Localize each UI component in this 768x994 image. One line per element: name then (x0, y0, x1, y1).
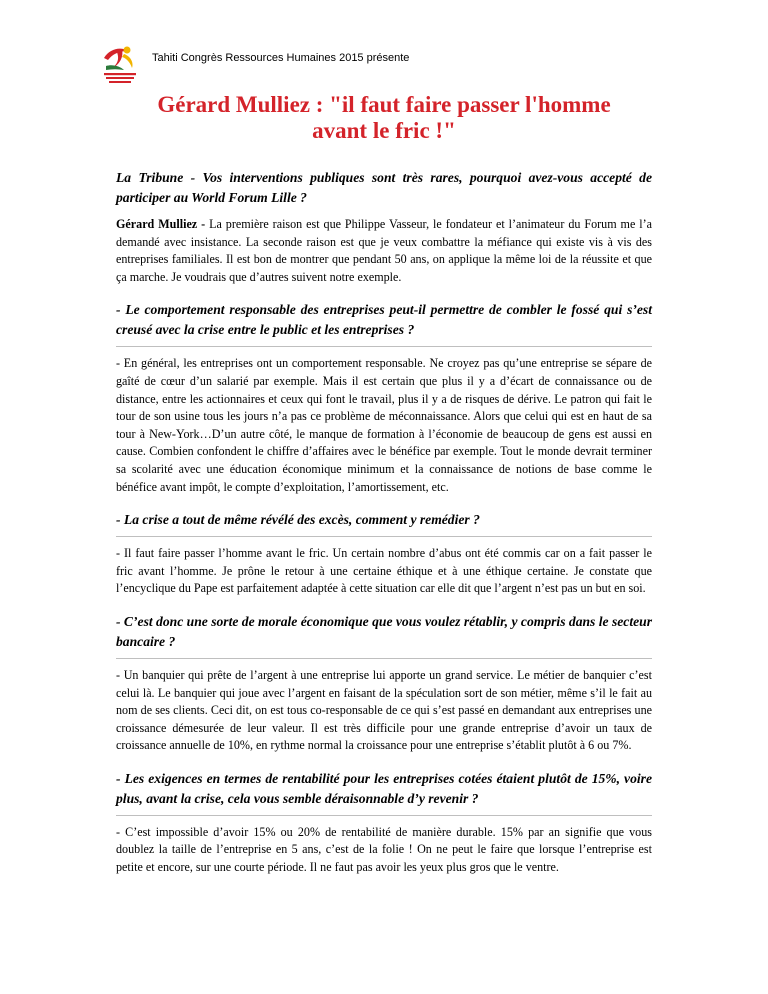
page-title (110, 92, 658, 144)
answer-text: La première raison est que Philippe Vasseur, le fondateur et l’animateur du Forum me l’a demandé avec insistance. La seconde raison est que je veux combattre la méfiance qui existe vis à vis des entreprises familiales. Il est bon de montrer que pendant 50 ans, on applique la même loi de la réussite et que ça marche. Je voudrais que d’autres suivent notre exemple. (116, 217, 652, 284)
header-text: Tahiti Congrès Ressources Humaines 2015 présente (152, 52, 410, 64)
question: - Le comportement responsable des entreprises peut-il permettre de combler le fossé qui s’est creusé avec la crise entre le public et les entreprises ? (116, 300, 652, 347)
question: - La crise a tout de même révélé des excès, comment y remédier ? (116, 510, 652, 537)
speaker-name: Gérard Mulliez - (116, 217, 210, 231)
title-line-2: avant le fric !" (312, 118, 456, 143)
answer (116, 216, 652, 286)
answer: - C’est impossible d’avoir 15% ou 20% de rentabilité de manière durable. 15% par an signifie que vous doublez la taille de l’entreprise en 5 ans, c’est de la folie ! On ne peut le faire que lorsque l’entreprise est petite et encore, sur une courte période. Il ne faut pas avoir les yeux plus gros que le ventre. (116, 824, 652, 875)
interview-body (116, 168, 652, 891)
question: La Tribune - Vos interventions publiques sont très rares, pourquoi avez-vous accepté de participer au World Forum Lille ? (116, 170, 652, 205)
congress-logo-icon (100, 44, 140, 86)
qa-block (116, 510, 652, 598)
question: - Les exigences en termes de rentabilité pour les entreprises cotées étaient plutôt de 15%, voire plus, avant la crise, cela vous semble déraisonnable d’y revenir ? (116, 769, 652, 816)
title-line-1: Gérard Mulliez : "il faut faire passer l'homme (157, 92, 611, 117)
question: - C’est donc une sorte de morale économique que vous voulez rétablir, y compris dans le secteur bancaire ? (116, 612, 652, 659)
answer: - Un banquier qui prête de l’argent à une entreprise lui apporte un grand service. Le métier de banquier c’est celui là. Le banquier qui joue avec l’argent en faisant de la spéculation sort de son métier, même s’il le fait au nom de ses clients. Ceci dit, on est tous co-responsable de ce qui s’est passé en demandant aux entreprises une croissance démesurée de leur valeur. Il est très difficile pour une grande entreprise d’avoir un taux de croissance annuelle de 10%, en rythme normal la croissance pour une entreprise s’établit plutôt à 6 ou 7%. (116, 667, 652, 753)
qa-block (116, 300, 652, 496)
answer: - Il faut faire passer l’homme avant le fric. Un certain nombre d’abus ont été commis car on a fait passer le fric avant l’homme. Je prône le retour à une certaine éthique et à une éthique certaine. Je constate que l’encyclique du Pape est parfaitement adaptée à cette situation car elle dit que l’argent n’est pas un but en soi. (116, 546, 652, 596)
qa-block (116, 168, 652, 286)
qa-block (116, 769, 652, 877)
answer: - En général, les entreprises ont un comportement responsable. Ne croyez pas qu’une entreprise se sépare de gaîté de cœur d’un salarié par exemple. Mais il est certain que plus il y a d’écart de connaissance ou de distance, entre les actionnaires et ceux qui font le travail, plus il y a de risques de dérive. Le patron qui fait le tour de son usine tous les jours n’a pas ce problème de méconnaissance. Alors que celui qui est en haut de sa tour à New-York…D’un autre côté, le manque de formation à l’économie de beaucoup de gens est aussi en cause. Combien confondent le chiffre d’affaires avec le bénéfice par exemple. Tout le monde devrait terminer sa scolarité avec une éducation économique minimum et la connaissance de notions de base comme le bénéfice avant impôt, le compte d’exploitation, l’amortissement, etc. (116, 356, 652, 494)
qa-block (116, 612, 652, 755)
